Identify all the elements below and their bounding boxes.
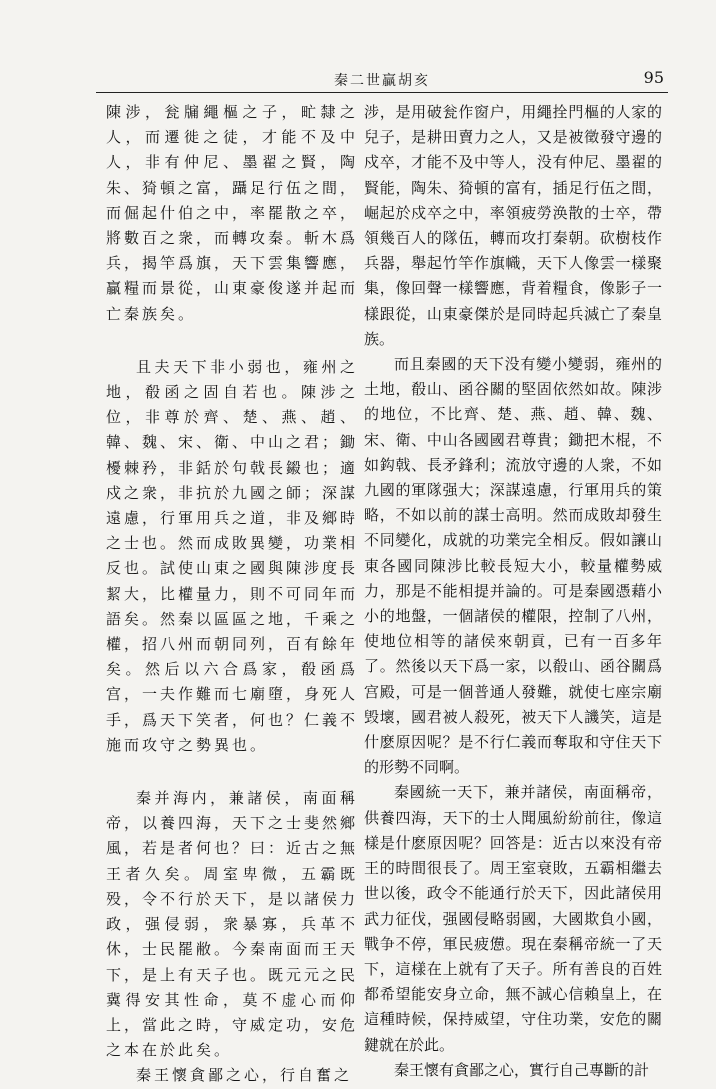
translation-paragraph: 秦王懷有貪鄙之心，實行自己專斷的計 [394,1060,650,1079]
original-paragraph: 秦并海内，兼諸侯，南面稱帝，以養四海，天下之士斐然鄉風，若是者何也？曰：近古之無王者久矣。周室卑微，五霸既殁，令不行於天下，是以諸侯力政，强侵弱，衆暴寡，兵革不休，士民罷敝。今秦南面而王天下，是上有天子也。既元元之民冀得安其性命，莫不虚心而仰上，當此之時，守威定功，安危之本在於此矣。 [106,789,359,1060]
paragraph-gap [106,327,358,355]
running-title: 秦二世贏胡亥 [334,73,430,89]
page-number: 95 [643,68,664,87]
translation-column [364,100,662,1083]
original-paragraph: 秦王懷貪鄙之心，行自奮之 [136,1066,353,1085]
paragraph-gap [106,758,358,786]
original-paragraph: 陳涉，瓮牖繩樞之子，甿隸之人，而遷徙之徒，才能不及中人，非有仲尼、墨翟之賢，陶朱、猗頓之富，躡足行伍之間，而倔起什伯之中，率罷散之卒，將數百之衆，而轉攻秦。斬木爲兵，揭竿爲旗，天下雲集響應，贏糧而景從，山東豪俊遂并起而亡秦族矣。 [106,103,359,323]
translation-paragraph: 而且秦國的天下没有變小變弱，雍州的土地，殽山、函谷關的堅固依然如故。陳涉的地位，不比齊、楚、燕、趙、韓、魏、宋、衛、中山各國國君尊貴；鋤把木棍，不如鈎戟、長矛鋒利；流放守邊的人衆，不如九國的軍隊强大；深謀遠慮，行軍用兵的策略，不如以前的謀士高明。然而成敗却發生不同變化，成就的功業完全相反。假如讓山東各國同陳涉比較長短大小，較量權勢威力，那是不能相提并論的。可是秦國憑藉小小的地盤，一個諸侯的權限，控制了八州，使地位相等的諸侯來朝貢，已有一百多年了。然後以天下爲一家，以殽山、函谷關爲宫殿，可是一個普通人發難，就使七座宗廟毁壞，國君被人殺死，被天下人譏笑，這是什麽原因呢？是不行仁義而奪取和守住天下的形勢不同啊。 [364,355,662,777]
page-header [96,68,668,94]
original-paragraph: 且夫天下非小弱也，雍州之地，殽函之固自若也。陳涉之位，非尊於齊、楚、燕、趙、韓、魏、宋、衛、中山之君；鋤櫌棘矜，非銛於句戟長鎩也；適戍之衆，非抗於九國之師；深謀遠慮，行軍用兵之道，非及鄉時之士也。然而成敗異變，功業相反也。試使山東之國與陳涉度長絜大，比權量力，則不可同年而語矣。然秦以區區之地，千乘之權，招八州而朝同列，百有餘年矣。然后以六合爲家，殽函爲宫，一夫作難而七廟墮，身死人手，爲天下笑者，何也？仁義不施而攻守之勢異也。 [106,357,359,754]
header-rule [96,92,668,93]
translation-paragraph: 涉，是用破瓮作窗户，用繩拴門樞的人家的兒子，是耕田賣力之人，又是被徵發守邊的戍卒，才能不及中等人，没有仲尼、墨翟的賢能，陶朱、猗頓的富有，插足行伍之間，崛起於戍卒之中，率領疲勞涣散的士卒，帶領幾百人的隊伍，轉而攻打秦朝。砍樹枝作兵器，舉起竹竿作旗幟，天下人像雲一樣聚集，像回聲一樣響應，背着糧食，像影子一樣跟從，山東豪傑於是同時起兵滅亡了秦皇族。 [364,103,662,348]
original-text-column [106,100,358,1089]
translation-paragraph: 秦國統一天下，兼并諸侯，南面稱帝，供養四海，天下的士人聞風紛紛前往，像這樣是什麽原因呢？回答是：近古以來没有帝王的時間很長了。周王室衰敗，五霸相繼去世以後，政令不能通行於天下，因此諸侯用武力征伐，强國侵略弱國，大國欺負小國，戰争不停，軍民疲憊。現在秦稱帝統一了天下，這樣在上就有了天子。所有善良的百姓都希望能安身立命，無不誠心信賴皇上，在這種時候，保持威望，守住功業，安危的關鍵就在於此。 [364,783,662,1054]
